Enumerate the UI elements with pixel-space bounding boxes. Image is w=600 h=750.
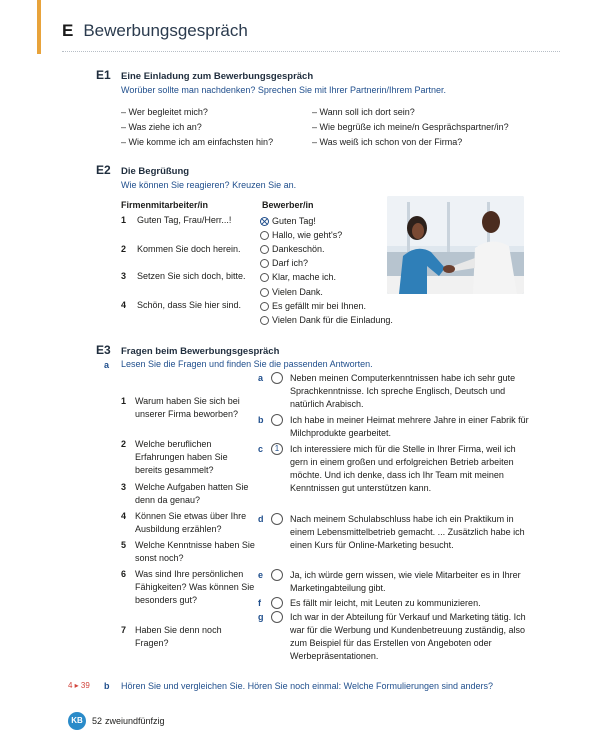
answer-b: b Ich habe in meiner Heimat mehrere Jahre in einer Fabrik für Milchprodukte gearbeitet. [258, 415, 529, 439]
answer-circle-input[interactable] [271, 372, 283, 384]
e1-question: – Was ziehe ich an? [121, 122, 202, 132]
radio-icon[interactable] [260, 259, 269, 268]
e2-row [121, 270, 246, 283]
radio-icon[interactable] [260, 273, 269, 282]
e3-answers [258, 372, 533, 667]
option-hallo[interactable]: Hallo, wie geht's? [260, 228, 393, 242]
e3a-label: a [104, 360, 110, 370]
list-item: 7 Haben Sie denn noch Fragen? [121, 625, 222, 649]
option-dankeschoen[interactable]: Dankeschön. [260, 242, 393, 256]
e2-row [121, 243, 241, 256]
list-item: 6 Was sind Ihre persönlichen Fähigkeiten? Was können Sie besonders gut? [121, 569, 255, 606]
answer-circle-input[interactable] [271, 414, 283, 426]
e3-questions [121, 395, 255, 653]
radio-icon[interactable] [260, 316, 269, 325]
e2-instruction: Wie können Sie reagieren? Kreuzen Sie an. [121, 180, 297, 190]
row-text: Guten Tag, Frau/Herr...! [137, 215, 232, 225]
e1-instruction: Worüber sollte man nachdenken? Sprechen Sie mit Ihrer Partnerin/Ihrem Partner. [121, 85, 446, 95]
e1-question: – Wann soll ich dort sein? [312, 107, 415, 117]
list-item: 2 Welche beruflichen Erfahrungen haben Sie bereits gesammelt? [121, 439, 228, 476]
row-number: 3 [121, 271, 127, 281]
answer-f: f Es fällt mir leicht, mit Leuten zu kommunizieren. [258, 598, 481, 608]
e3-number: E3 [96, 343, 111, 357]
e1-question: – Wer begleitet mich? [121, 107, 208, 117]
option-darf-ich[interactable]: Darf ich? [260, 257, 393, 271]
answer-circle-input[interactable]: 1 [271, 443, 283, 455]
option-gefaellt[interactable]: Es gefällt mir bei Ihnen. [260, 299, 393, 313]
radio-icon[interactable] [260, 231, 269, 240]
answer-circle-input[interactable] [271, 611, 283, 623]
chapter-title: Bewerbungsgespräch [83, 21, 248, 40]
e1-question: – Was weiß ich schon von der Firma? [312, 137, 463, 147]
e3b-instruction: Hören Sie und vergleichen Sie. Hören Sie noch einmal: Welche Formulierungen sind anders? [121, 681, 494, 691]
answer-e: e Ja, ich würde gern wissen, wie viele Mitarbeiter es in Ihrer Marketingabteilung gibt. [258, 570, 521, 594]
e1-title: Eine Einladung zum Bewerbungsgespräch [121, 71, 314, 82]
answer-g: g Ich war in der Abteilung für Verkauf und Marketing tätig. Ich war für die Werbung und Kundenbetreuung zuständig, also zum Beispiel für das Erstellen von Angeboten oder Werbepräsentationen. [258, 612, 526, 662]
radio-icon[interactable] [260, 245, 269, 254]
radio-icon[interactable] [260, 288, 269, 297]
row-text: Schön, dass Sie hier sind. [137, 300, 242, 310]
row-number: 1 [121, 215, 127, 225]
e1-questions-left [121, 106, 273, 151]
e1-question: – Wie begrüße ich meine/n Gesprächspartner/in? [312, 122, 509, 132]
e3b-label: b [104, 681, 110, 691]
col-head-applicant: Bewerber/in [262, 200, 314, 210]
answer-d: d Nach meinem Schulabschluss habe ich ein Praktikum in einem Lebensmittelbetrieb gemacht. ... Zusätzlich habe ich einen Kurs für Online-Marketing besucht. [258, 514, 525, 551]
row-text: Setzen Sie sich doch, bitte. [137, 271, 246, 281]
row-text: Kommen Sie doch herein. [137, 244, 241, 254]
chapter-heading [62, 19, 248, 44]
answer-circle-input[interactable] [271, 513, 283, 525]
handshake-photo [387, 196, 524, 294]
e1-questions-right [312, 106, 509, 151]
option-vielen-dank[interactable]: Vielen Dank. [260, 285, 393, 299]
option-einladung[interactable]: Vielen Dank für die Einladung. [260, 313, 393, 327]
kb-badge: KB [68, 712, 86, 730]
page-number-word: zweiundfünfzig [105, 716, 165, 726]
e2-row [121, 299, 241, 312]
header-divider [62, 51, 560, 52]
page-number-digits: 52 [92, 716, 103, 726]
page-number [92, 715, 165, 728]
e2-options [260, 214, 393, 328]
row-number: 2 [121, 244, 127, 254]
row-number: 4 [121, 300, 127, 310]
list-item: 4 Können Sie etwas über Ihre Ausbildung erzählen? [121, 511, 247, 535]
e1-question: – Wie komme ich am einfachsten hin? [121, 137, 274, 147]
option-klar[interactable]: Klar, mache ich. [260, 271, 393, 285]
e3a-instruction: Lesen Sie die Fragen und finden Sie die passenden Antworten. [121, 359, 373, 369]
e3-title: Fragen beim Bewerbungsgespräch [121, 346, 280, 357]
accent-bar [37, 0, 41, 54]
e1-number: E1 [96, 68, 111, 82]
e2-row [121, 214, 231, 227]
chapter-letter: E [62, 21, 74, 40]
answer-circle-input[interactable] [271, 569, 283, 581]
radio-icon[interactable] [260, 302, 269, 311]
checked-radio-icon[interactable] [260, 217, 269, 226]
answer-a: a Neben meinen Computerkenntnissen habe ich sehr gute Sprachkenntnisse. Ich spreche Englisch, Deutsch und natürlich Arabisch. [258, 373, 516, 410]
e2-title: Die Begrüßung [121, 166, 190, 177]
answer-c: c 1 Ich interessiere mich für die Stelle in Ihrer Firma, weil ich gern in einem großen und erfolgreichen Betrieb arbeiten möchte. Und ich denke, dass ich Ihr Team mit meinen Kenntnissen gut unterstützen kann. [258, 444, 516, 494]
list-item: 1 Warum haben Sie sich bei unserer Firma beworben? [121, 396, 240, 420]
option-guten-tag[interactable]: Guten Tag! [260, 214, 393, 228]
audio-track-number: 4 ▸ 39 [68, 681, 90, 690]
list-item: 3 Welche Aufgaben hatten Sie denn da genau? [121, 482, 249, 506]
col-head-employee: Firmenmitarbeiter/in [121, 200, 209, 210]
answer-circle-input[interactable] [271, 597, 283, 609]
e2-number: E2 [96, 163, 111, 177]
list-item: 5 Welche Kenntnisse haben Sie sonst noch? [121, 540, 255, 564]
